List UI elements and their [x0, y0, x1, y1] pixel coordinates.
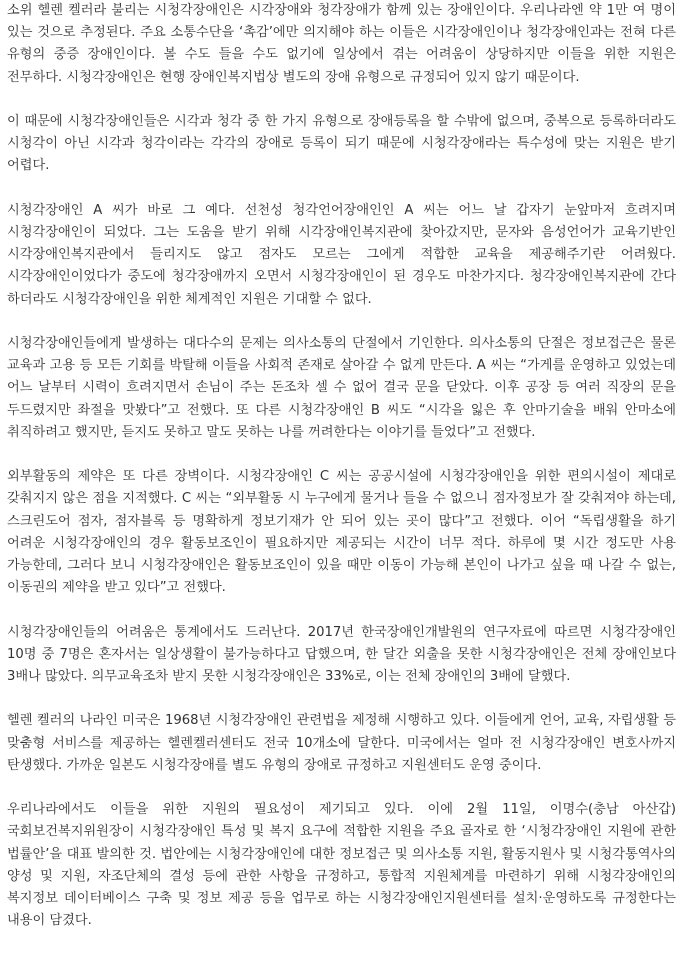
- article-paragraph: 헬렌 켈러의 나라인 미국은 1968년 시청각장애인 관련법을 제정해 시행하고 있다. 이들에게 언어, 교육, 자립생활 등 맞춤형 서비스를 제공하는 헬렌켈러센터도 전국 10개소에 달한다. 미국에서는 얼마 전 시청각장애인 변호사까지 탄생했다. 가까운 일본도 시청각장애를 별도 유형의 장애로 규정하고 지원센터도 운영 중이다.: [7, 713, 676, 773]
- article-paragraph: 외부활동의 제약은 또 다른 장벽이다. 시청각장애인 C 씨는 공공시설에 시청각장애인을 위한 편의시설이 제대로 갖춰지지 않은 점을 지적했다. C 씨는 “외부활동 시 누구에게 물거나 들을 수 없으니 점자정보가 잘 갖춰져야 하는데, 스크린도어 점자, 점자블록 등 명확하게 정보기재가 안 되어 있는 곳이 많다”고 전했다. 이어 “독립생활을 하기 어려운 시청각장애인의 경우 활동보조인이 필요하지만 제공되는 시간이 너무 적다. 하루에 몇 시간 정도만 사용 가능한데, 그러다 보니 시청각장애인은 활동보조인이 있을 때만 이동이 가능해 본인이 나가고 싶을 때 나갈 수 없는, 이동권의 제약을 받고 있다”고 전했다.: [7, 469, 676, 596]
- article-paragraph: 시청각장애인들의 어려움은 통계에서도 드러난다. 2017년 한국장애인개발원의 연구자료에 따르면 시청각장애인 10명 중 7명은 혼자서는 일상생활이 불가능하다고 답했으며, 한 달간 외출을 못한 시청각장애인은 전체 장애인보다 3배나 많았다. 의무교육조차 받지 못한 시청각장애인은 33%로, 이는 전체 장애인의 3배에 달했다.: [7, 624, 676, 685]
- article-paragraph: 시청각장애인들에게 발생하는 대다수의 문제는 의사소통의 단절에서 기인한다. 의사소통의 단절은 정보접근은 물론 교육과 고용 등 모든 기회를 박탈해 이들을 사회적 존재로 살아갈 수 없게 만든다. A 씨는 “가게를 운영하고 있었는데 어느 날부터 시력이 흐려지면서 손님이 주는 돈조차 셀 수 없어 결국 문을 닫았다. 이후 공장 등 여러 직장의 문을 두드렸지만 좌절을 맛봤다”고 전했다. 또 다른 시청각장애인 B 씨도 “시각을 잃은 후 안마기술을 배워 안마소에 취직하려고 했지만, 듣지도 못하고 말도 못하는 나를 꺼려한다는 이야기를 들었다”고 전했다.: [7, 336, 676, 440]
- article-paragraph: 소위 헬렌 켈러라 불리는 시청각장애인은 시각장애와 청각장애가 함께 있는 장애인이다. 우리나라엔 약 1만 여 명이 있는 것으로 추정된다. 주요 소통수단을 ‘촉감’에만 의지해야 하는 이들은 시각장애인이나 청각장애인과는 전혀 다른 유형의 중증 장애인이다. 볼 수도 들을 수도 없기에 일상에서 겪는 어려움이 상당하지만 이들을 위한 지원은 전무하다. 시청각장애인은 현행 장애인복지법상 별도의 장애 유형으로 규정되어 있지 않기 때문이다.: [7, 3, 676, 85]
- article-paragraph: 우리나라에서도 이들을 위한 지원의 필요성이 제기되고 있다. 이에 2월 11일, 이명수(충남 아산갑) 국회보건복지위원장이 시청각장애인 특성 및 복지 요구에 적합한 지원을 주요 골자로 한 ‘시청각장애인 지원에 관한 법률안’을 대표 발의한 것. 법안에는 시청각장애인에 대한 정보접근 및 의사소통 지원, 활동지원사 및 시청각통역사의 양성 및 지원, 자조단체의 결성 등에 관한 사항을 규정하고, 통합적 지원체계를 마련하기 위해 시청각장애인의 복지정보 데이터베이스 구축 및 정보 제공 등을 업무로 하는 시청각장애인지원센터를 설치·운영하도록 규정한다는 내용이 담겼다.: [7, 802, 676, 929]
- article-paragraph: 이 때문에 시청각장애인들은 시각과 청각 중 한 가지 유형으로 장애등록을 할 수밖에 없으며, 중복으로 등록하더라도 시청각이 아닌 시각과 청각이라는 각각의 장애로 등록이 되기 때문에 시청각장애라는 특수성에 맞는 지원은 받기 어렵다.: [7, 114, 676, 174]
- article-paragraph: 시청각장애인 A 씨가 바로 그 예다. 선천성 청각언어장애인인 A 씨는 어느 날 갑자기 눈앞마저 흐려지며 시청각장애인이 되었다. 그는 도움을 받기 위해 시각장애인복지관에 찾아갔지만, 문자와 음성언어가 교육기반인 시각장애인복지관에서 들리지도 않고 점자도 모르는 그에게 적합한 교육을 제공해주기란 어려웠다. 시각장애인이었다가 중도에 청각장애까지 오면서 시청각장애인이 된 경우도 마찬가지다. 청각장애인복지관에 간다 하더라도 시청각장애인을 위한 체계적인 지원은 기대할 수 없다.: [7, 202, 676, 307]
